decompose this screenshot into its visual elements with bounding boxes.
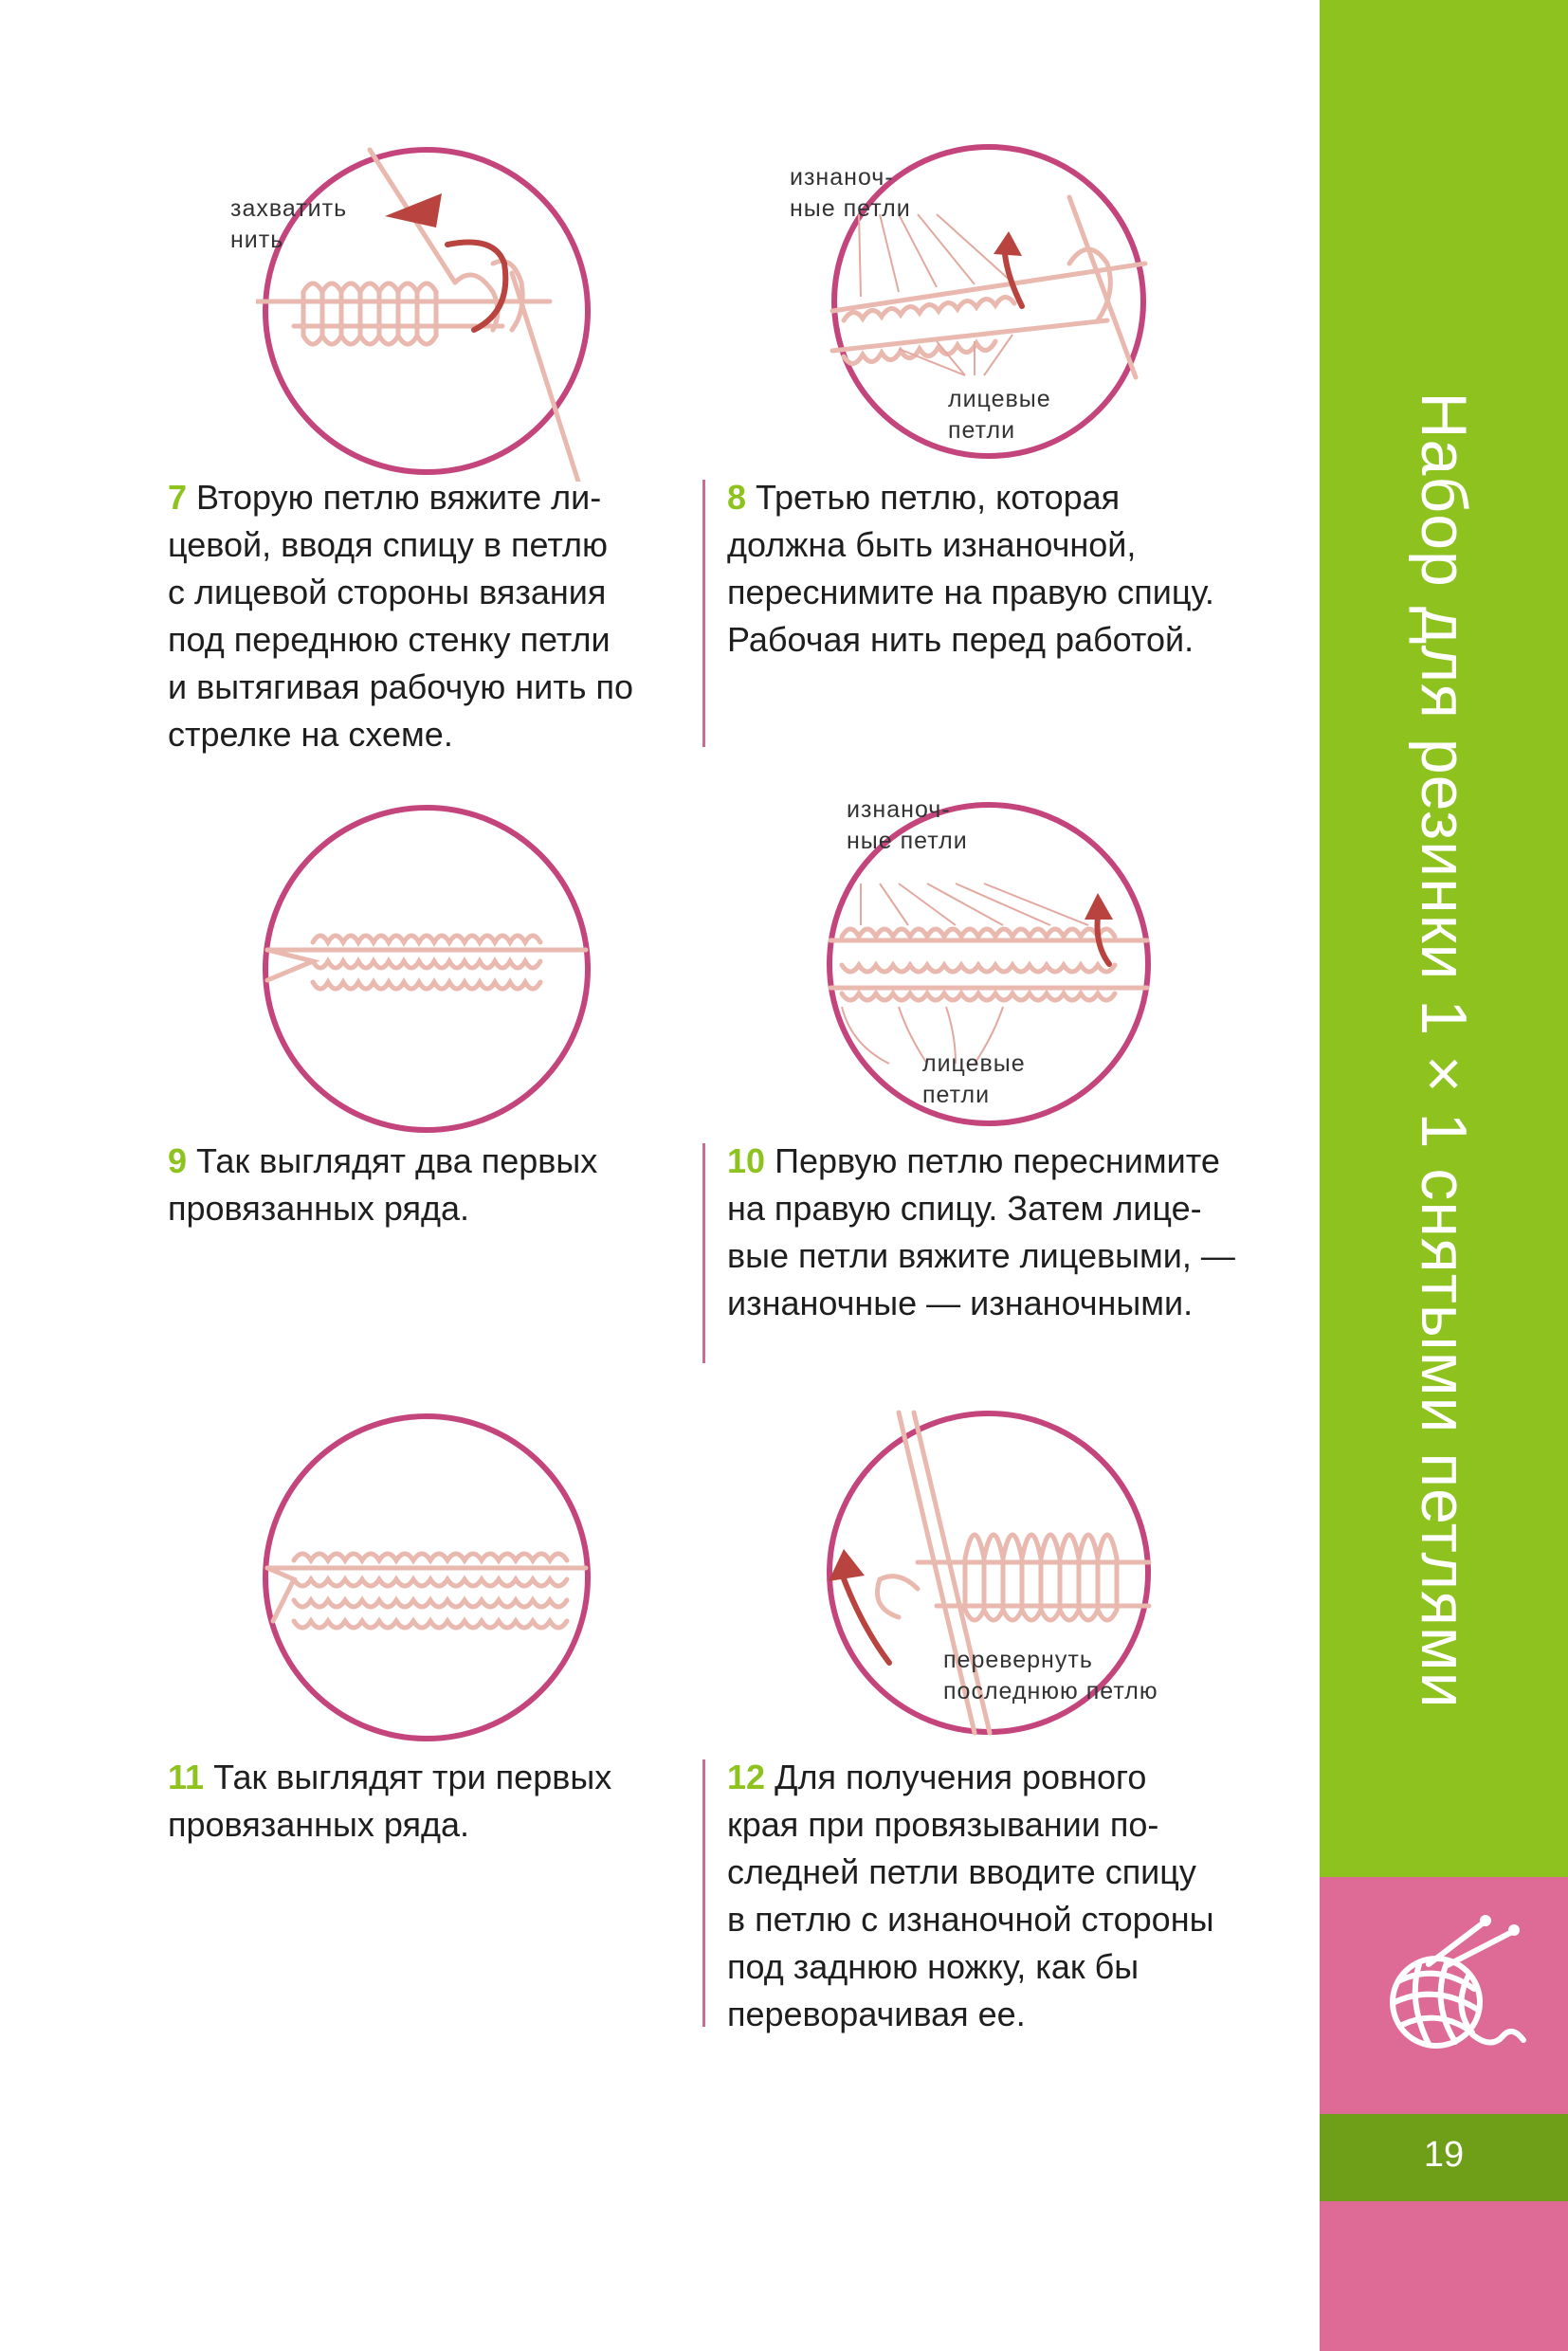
step-10-label-purl: изнаноч- ные петли — [847, 796, 968, 854]
step-11-number: 11 — [168, 1758, 205, 1796]
page-number: 19 — [1423, 2135, 1465, 2175]
step-12-text: 12 Для получения ровного края при провязывании по- следней петли вводите спицу в петлю с изнаночной стороны под заднюю ножку, как бы переворачивая ее. — [727, 1758, 1214, 2033]
step-8-label-purl: изнаноч- ные петли — [790, 164, 911, 222]
step-8-divider — [702, 480, 705, 747]
step-12-number: 12 — [727, 1758, 766, 1796]
step-8-number: 8 — [727, 478, 747, 517]
sidebar-title-area — [1320, 0, 1568, 1877]
step-9-text: 9 Так выглядят два первых провязанных ряда. — [168, 1141, 598, 1228]
step-12-divider — [702, 1759, 705, 2027]
step-7-label: захватить нить — [230, 195, 348, 253]
step-11-text: 11 Так выглядят три первых провязанных ряда. — [168, 1758, 612, 1844]
step-8-text: 8 Третью петлю, которая должна быть изнаночной, переснимите на правую спицу. Рабочая нить перед работой. — [727, 478, 1214, 659]
sidebar-bottom-band — [1320, 2201, 1568, 2351]
page-number-band — [1320, 2114, 1568, 2201]
step-10-text: 10 Первую петлю переснимите на правую спицу. Затем лице- вые петли вяжите лицевыми, — изнаночные — изнаночными. — [727, 1141, 1235, 1322]
step-7-illustration — [256, 140, 597, 482]
step-9-illustration — [256, 798, 597, 1139]
step-8-label-knit: лицевые петли — [948, 386, 1051, 444]
yarn-ball-icon — [1370, 1915, 1531, 2076]
chapter-title: Набор для резинки 1 × 1 снятыми петлями — [1408, 392, 1480, 1709]
step-10-divider — [702, 1143, 705, 1363]
step-9-number: 9 — [168, 1141, 188, 1180]
step-11-illustration — [256, 1407, 597, 1748]
step-7-text: 7 Вторую петлю вяжите ли- цевой, вводя спицу в петлю с лицевой стороны вязания под переднюю стенку петли и вытягивая рабочую нить по стрелке на схеме. — [168, 478, 633, 754]
step-10-label-knit: лицевые петли — [922, 1050, 1026, 1108]
step-7-number: 7 — [168, 478, 188, 517]
step-12-label: перевернуть последнюю петлю — [943, 1647, 1158, 1704]
step-10-number: 10 — [727, 1141, 766, 1180]
